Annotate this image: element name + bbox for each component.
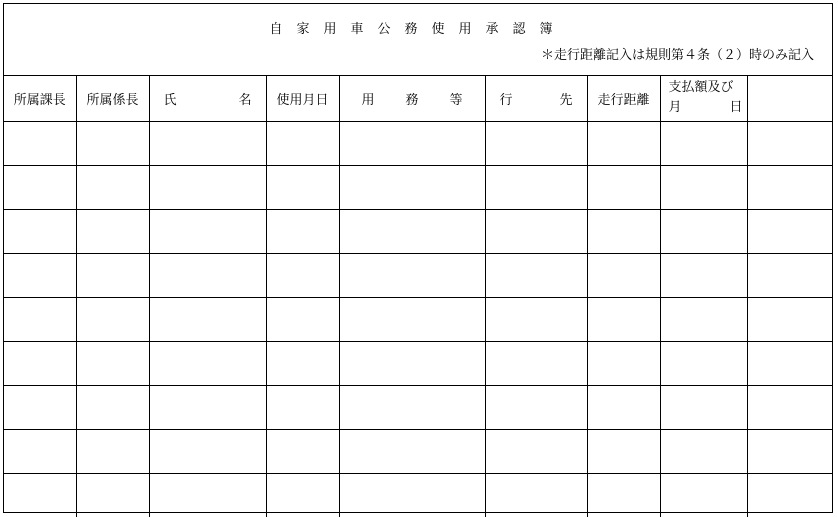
table-cell[interactable] [747,209,832,253]
table-row [4,121,832,165]
table-cell[interactable] [266,297,339,341]
table-row [4,253,832,297]
table-cell[interactable] [266,253,339,297]
table-cell[interactable] [4,297,76,341]
table-row [4,209,832,253]
table-row [4,297,832,341]
approval-form [3,3,833,513]
table-cell[interactable] [587,473,660,517]
form-title: 自家用車公務使用承認簿 [269,22,567,37]
table-cell[interactable] [747,473,832,517]
table-cell[interactable] [485,209,587,253]
table-cell[interactable] [339,165,485,209]
table-cell[interactable] [149,253,266,297]
table-row [4,165,832,209]
table-cell[interactable] [660,429,747,473]
table-cell[interactable] [4,341,76,385]
table-cell[interactable] [149,297,266,341]
table-cell[interactable] [485,121,587,165]
table-cell[interactable] [4,385,76,429]
table-cell[interactable] [485,473,587,517]
table-cell[interactable] [266,385,339,429]
table-cell[interactable] [587,429,660,473]
column-header-purpose: 用 務 等 [339,76,485,121]
table-cell[interactable] [587,341,660,385]
table-cell[interactable] [4,473,76,517]
table-cell[interactable] [587,253,660,297]
table-cell[interactable] [587,385,660,429]
table-cell[interactable] [747,385,832,429]
table-cell[interactable] [76,209,149,253]
table-cell[interactable] [339,341,485,385]
table-cell[interactable] [339,473,485,517]
table-cell[interactable] [660,385,747,429]
table-cell[interactable] [4,121,76,165]
column-header-unit-chief: 所属係長 [76,76,149,121]
table-row [4,429,832,473]
table-cell[interactable] [747,429,832,473]
table-cell[interactable] [76,297,149,341]
table-row [4,385,832,429]
column-header-date: 使用月日 [266,76,339,121]
table-cell[interactable] [149,165,266,209]
table-cell[interactable] [149,121,266,165]
table-cell[interactable] [76,165,149,209]
table-cell[interactable] [485,429,587,473]
table-body [4,121,832,517]
column-header-name: 氏 名 [149,76,266,121]
table-cell[interactable] [76,473,149,517]
table-cell[interactable] [587,209,660,253]
table-cell[interactable] [747,253,832,297]
table-cell[interactable] [266,429,339,473]
table-cell[interactable] [4,429,76,473]
table-cell[interactable] [485,253,587,297]
table-cell[interactable] [747,165,832,209]
table-cell[interactable] [4,165,76,209]
table-cell[interactable] [660,341,747,385]
table-cell[interactable] [339,253,485,297]
table-cell[interactable] [339,385,485,429]
table-cell[interactable] [485,341,587,385]
column-header-section-chief: 所属課長 [4,76,76,121]
table-cell[interactable] [149,341,266,385]
table-cell[interactable] [660,473,747,517]
table-cell[interactable] [747,297,832,341]
table-cell[interactable] [76,429,149,473]
column-header-destination: 行 先 [485,76,587,121]
table-cell[interactable] [4,253,76,297]
table-cell[interactable] [149,209,266,253]
table-cell[interactable] [76,121,149,165]
table-cell[interactable] [747,121,832,165]
table-cell[interactable] [266,209,339,253]
table-cell[interactable] [149,429,266,473]
table-cell[interactable] [485,165,587,209]
table-cell[interactable] [485,385,587,429]
table-cell[interactable] [660,165,747,209]
form-note: ＊走行距離記入は規則第４条（２）時のみ記入 [540,48,814,63]
table-cell[interactable] [266,341,339,385]
table-cell[interactable] [339,209,485,253]
table-cell[interactable] [76,385,149,429]
table-cell[interactable] [660,209,747,253]
table-cell[interactable] [660,297,747,341]
table-row [4,341,832,385]
column-header-distance: 走行距離 [587,76,660,121]
table-cell[interactable] [266,121,339,165]
table-cell[interactable] [76,253,149,297]
table-cell[interactable] [587,165,660,209]
table-cell[interactable] [149,385,266,429]
header-row [4,76,832,121]
table-cell[interactable] [4,209,76,253]
table-cell[interactable] [339,297,485,341]
table-cell[interactable] [660,253,747,297]
table-cell[interactable] [76,341,149,385]
column-header-blank [747,76,832,121]
table-cell[interactable] [266,473,339,517]
column-header-payment: 支払額及び 月 日 [660,76,747,121]
table-cell[interactable] [485,297,587,341]
table-row [4,473,832,517]
table-cell[interactable] [747,341,832,385]
approval-table [4,76,832,517]
table-cell[interactable] [587,297,660,341]
form-header [4,4,832,76]
table-cell[interactable] [660,121,747,165]
table-cell[interactable] [149,473,266,517]
table-cell[interactable] [339,429,485,473]
table-cell[interactable] [339,121,485,165]
table-cell[interactable] [587,121,660,165]
table-cell[interactable] [266,165,339,209]
